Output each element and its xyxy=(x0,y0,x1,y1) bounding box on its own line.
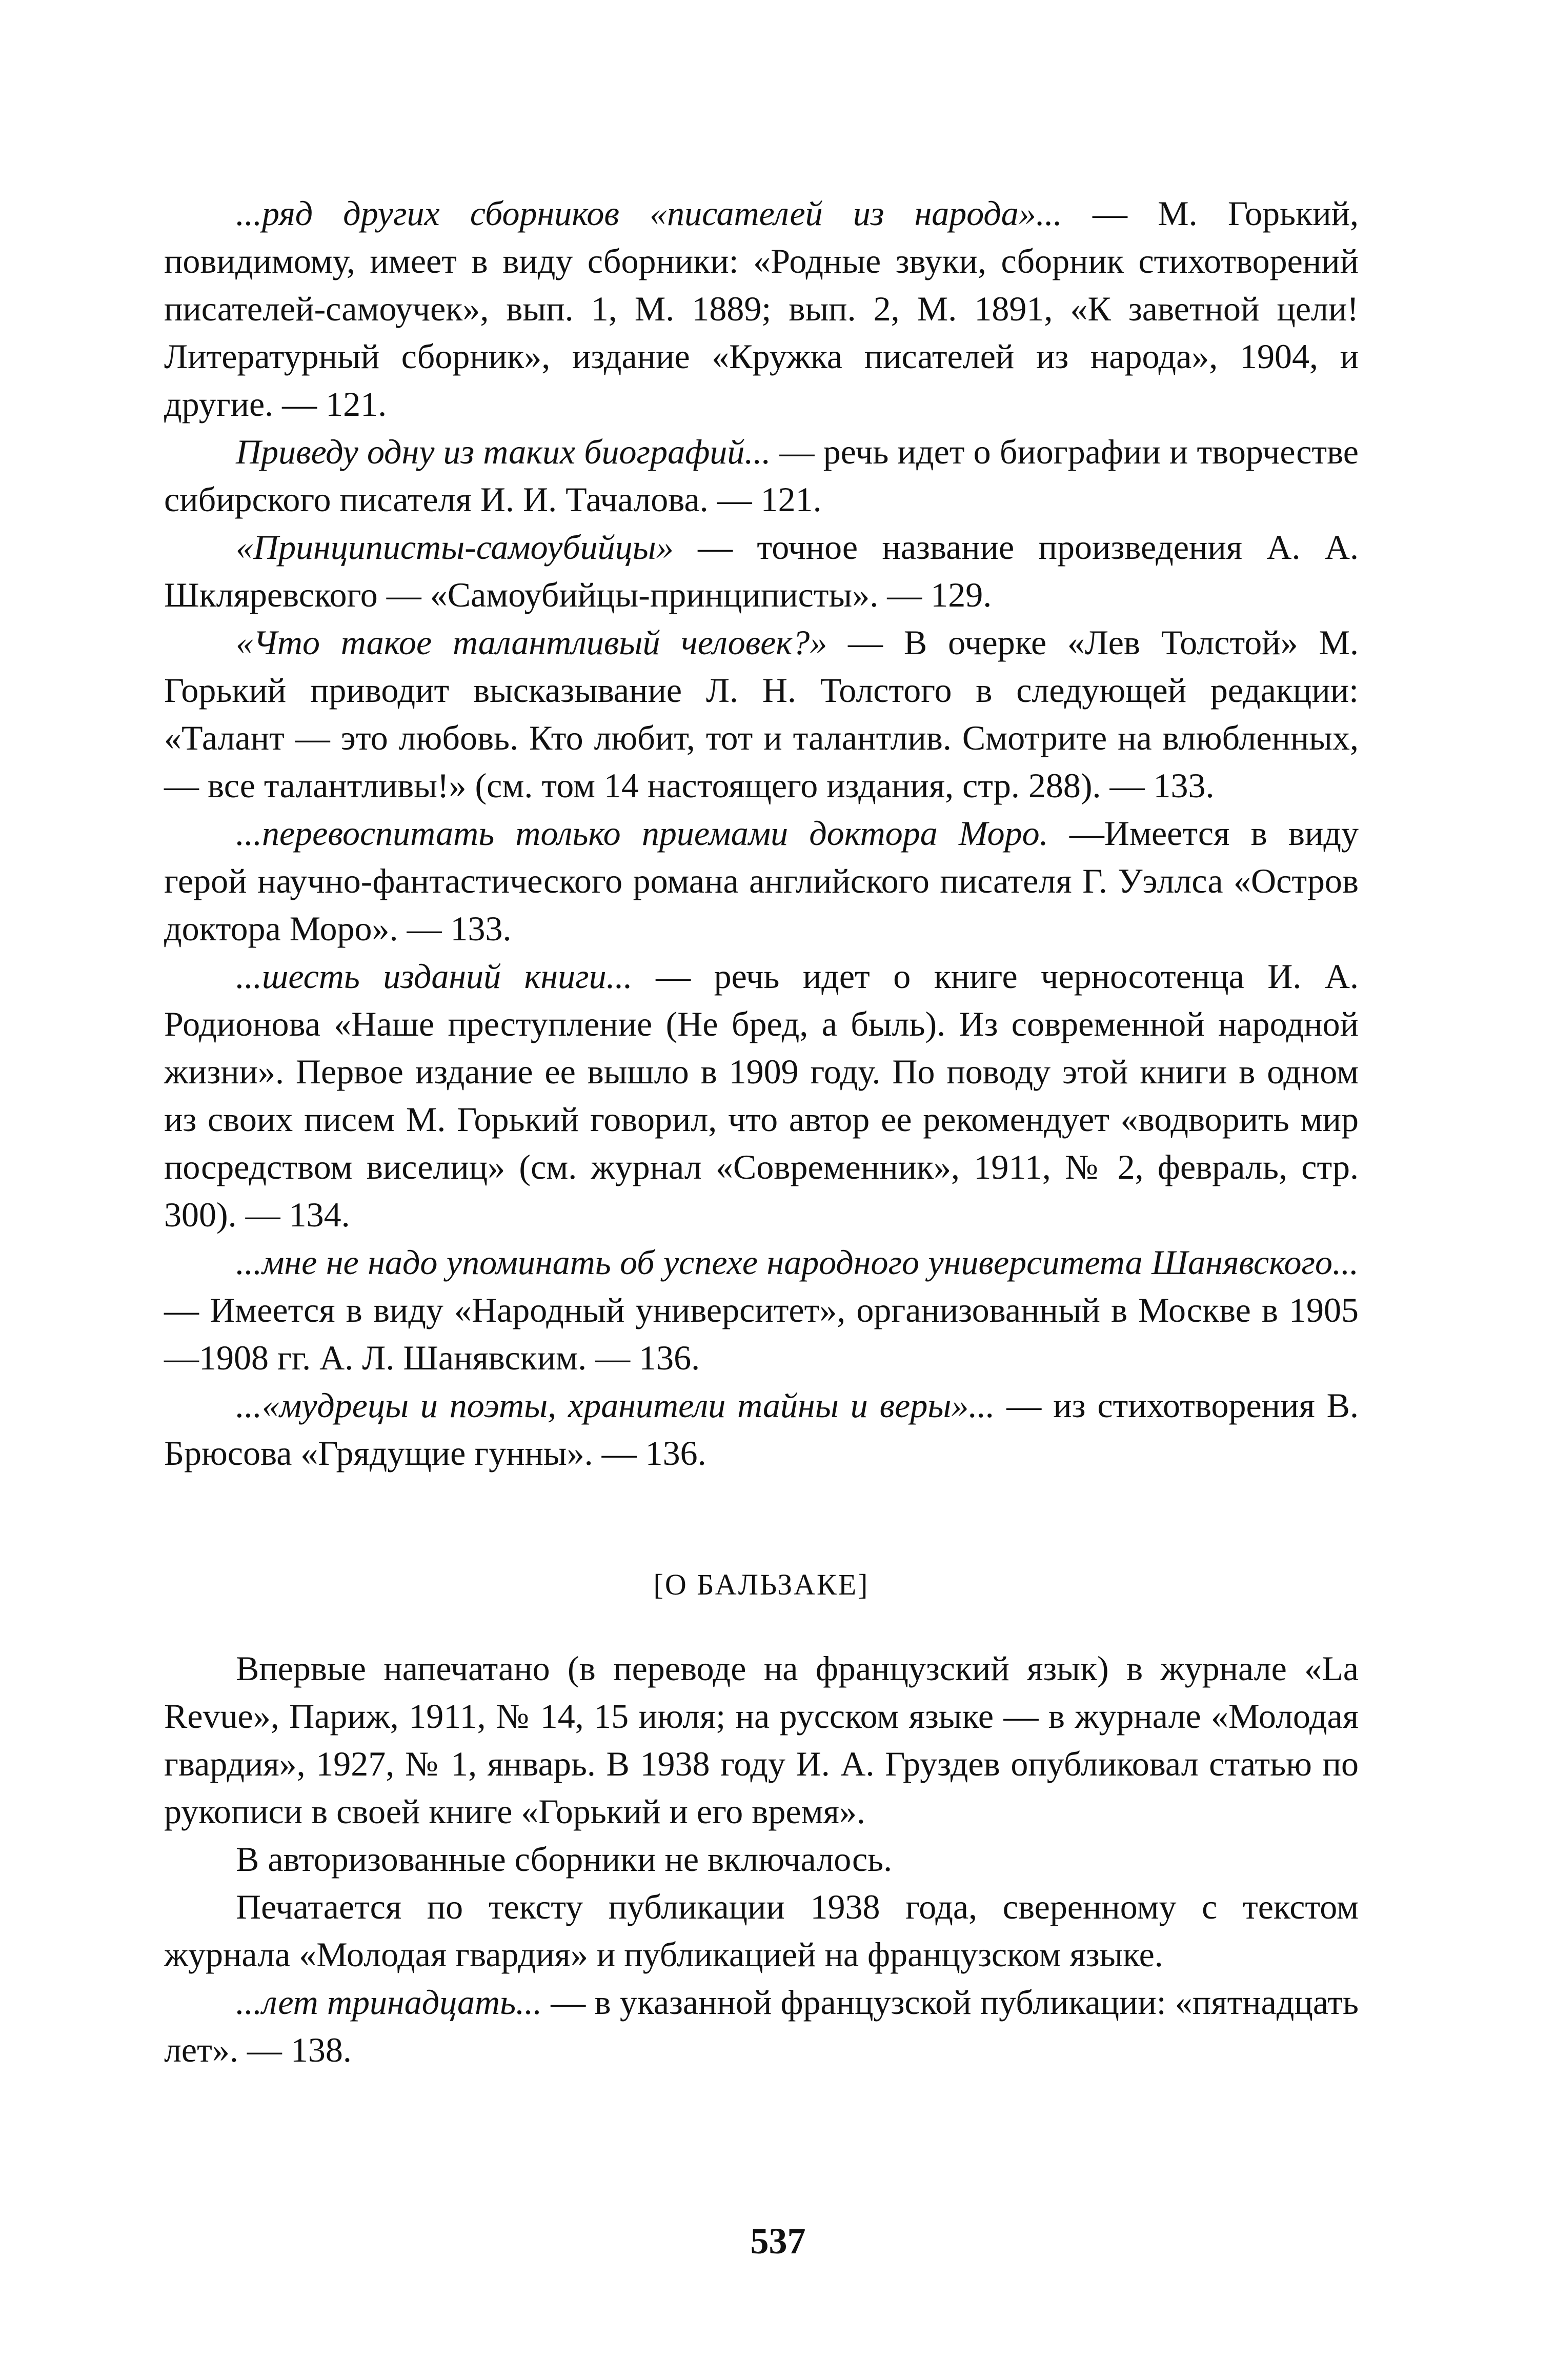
note-biographies xyxy=(164,428,1359,523)
note-principists xyxy=(164,523,1359,619)
note-body: — точное название произведения А. А. Шкляревского — «Самоубийцы-принциписты». — 129. xyxy=(164,528,1359,614)
note-body: —Имеется в виду герой научно-фантастического романа английского писателя Г. Уэллса «Остров доктора Моро». — 133. xyxy=(164,814,1359,948)
note-shanyavsky-university xyxy=(164,1239,1359,1382)
note-talented-person xyxy=(164,619,1359,810)
note-writers-from-people xyxy=(164,190,1359,428)
note-thirteen-years xyxy=(164,1979,1359,2074)
section-heading: [О БАЛЬЗАКЕ] xyxy=(653,1568,870,1601)
note-lead: «Что такое талантливый человек?» xyxy=(236,623,827,662)
note-sages-and-poets xyxy=(164,1382,1359,1477)
note-lead: ...«мудрецы и поэты, хранители тайны и веры»... xyxy=(236,1386,995,1425)
note-body: — речь идет о биографии и творчестве сибирского писателя И. И. Тачалова. — 121. xyxy=(164,432,1359,519)
section-paragraph: Впервые напечатано (в переводе на французский язык) в журнале «La Revue», Париж, 1911, № 14, 15 июля; на русском языке — в журнале «Молодая гвардия», 1927, № 1, январь. В 1938 году И. А. Груздев опубликовал статью по рукописи в своей книге «Горький и его время». xyxy=(164,1649,1359,1831)
note-lead: ...шесть изданий книги... xyxy=(236,957,633,996)
note-lead: «Принциписты-самоубийцы» xyxy=(236,528,674,567)
note-lead: ...ряд других сборников «писателей из народа»... xyxy=(236,194,1062,233)
section-paragraph: Печатается по тексту публикации 1938 года, сверенному с текстом журнала «Молодая гвардия» и публикацией на французском языке. xyxy=(164,1887,1359,1974)
note-lead: Приведу одну из таких биографий... xyxy=(236,432,771,471)
note-doctor-moreau xyxy=(164,810,1359,953)
note-body: — Имеется в виду «Народный университет», организованный в Москве в 1905—1908 гг. А. Л. Шанявским. — 136. xyxy=(164,1290,1359,1377)
commentary-text xyxy=(164,190,1359,2074)
note-lead: ...мне не надо упоминать об успехе народного университета Шанявского... xyxy=(236,1243,1359,1282)
note-body: — В очерке «Лев Толстой» М. Горький приводит высказывание Л. Н. Толстого в следующей редакции: «Талант — это любовь. Кто любит, тот и талантлив. Смотрите на влюбленных, — все талантливы!» (см. том 14 настоящего издания, стр. 288). — 133. xyxy=(164,623,1359,805)
page-number: 537 xyxy=(750,2221,806,2262)
section-paragraph: В авторизованные сборники не включалось. xyxy=(236,1840,893,1879)
note-lead: ...лет тринадцать... xyxy=(236,1983,542,2022)
note-body: — в указанной французской публикации: «пятнадцать лет». — 138. xyxy=(164,1983,1359,2069)
note-body: — М. Горький, повидимому, имеет в виду сборники: «Родные звуки, сборник стихотворений писателей-самоучек», вып. 1, М. 1889; вып. 2, М. 1891, «К заветной цели! Литературный сборник», издание «Кружка писателей из народа», 1904, и другие. — 121. xyxy=(164,194,1359,423)
note-body: — из стихотворения В. Брюсова «Грядущие гунны». — 136. xyxy=(164,1386,1359,1473)
note-lead: ...перевоспитать только приемами доктора Моро. xyxy=(236,814,1048,853)
note-body: — речь идет о книге черносотенца И. А. Родионова «Наше преступление (Не бред, а быль). Из современной народной жизни». Первое издание ее вышло в 1909 году. По поводу этой книги в одном из своих писем М. Горький говорил, что автор ее рекомендует «водворить мир посредством виселиц» (см. журнал «Современник», 1911, № 2, февраль, стр. 300). — 134. xyxy=(164,957,1359,1234)
note-six-editions xyxy=(164,953,1359,1239)
